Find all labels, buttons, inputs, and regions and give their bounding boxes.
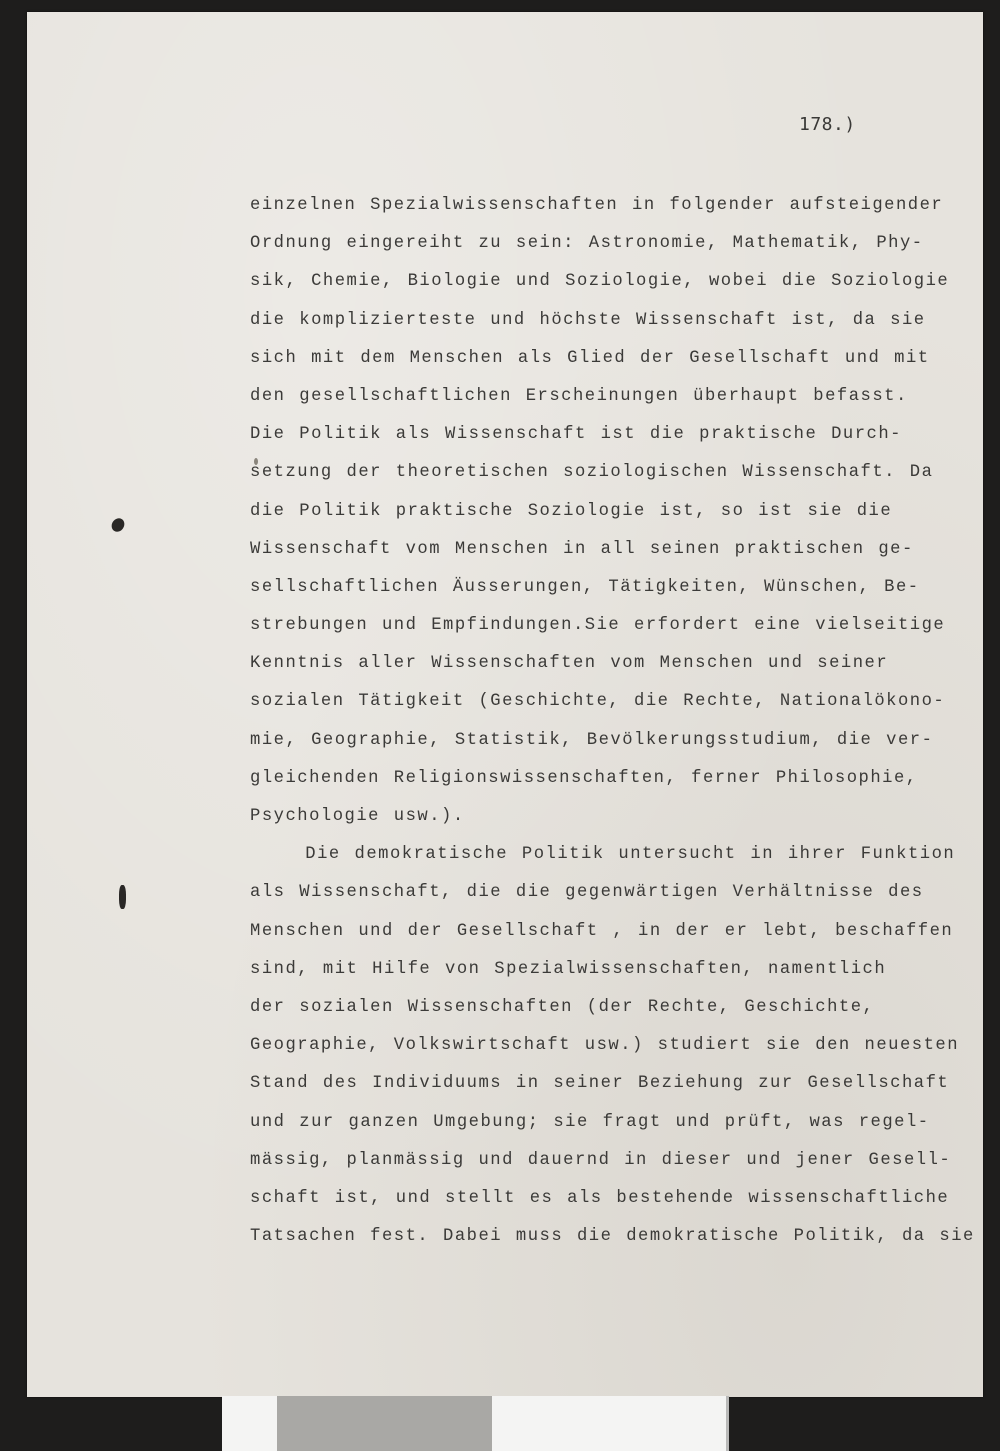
text-line: der sozialen Wissenschaften (der Rechte, Geschichte, bbox=[250, 997, 875, 1017]
calibration-strip-edge bbox=[726, 1396, 729, 1451]
text-line: sozialen Tätigkeit (Geschichte, die Rechte, Nationalökono- bbox=[250, 692, 946, 712]
text-line: die komplizierteste und höchste Wissenschaft ist, da sie bbox=[250, 310, 926, 330]
text-line: sellschaftlichen Äusserungen, Tätigkeiten, Wünschen, Be- bbox=[250, 577, 920, 597]
text-line: Ordnung eingereiht zu sein: Astronomie, Mathematik, Phy- bbox=[250, 234, 924, 254]
text-line: Stand des Individuums in seiner Beziehung zur Gesellschaft bbox=[250, 1074, 950, 1094]
text-line: Wissenschaft vom Menschen in all seinen praktischen ge- bbox=[250, 539, 914, 559]
typewritten-page bbox=[27, 12, 983, 1397]
text-line: den gesellschaftlichen Erscheinungen überhaupt befasst. bbox=[250, 386, 908, 406]
text-line: mie, Geographie, Statistik, Bevölkerungsstudium, die ver- bbox=[250, 730, 934, 750]
text-line: als Wissenschaft, die die gegenwärtigen Verhältnisse des bbox=[250, 883, 924, 903]
text-line: sik, Chemie, Biologie und Soziologie, wobei die Soziologie bbox=[250, 272, 950, 292]
text-line: einzelnen Spezialwissenschaften in folgender aufsteigender bbox=[250, 196, 944, 215]
text-line: Psychologie usw.). bbox=[250, 807, 465, 826]
text-line: mässig, planmässig und dauernd in dieser und jener Gesell- bbox=[250, 1150, 952, 1170]
calibration-strip-gray bbox=[277, 1396, 492, 1451]
text-line: Tatsachen fest. Dabei muss die demokratische Politik, da sie bbox=[250, 1227, 975, 1247]
text-line: Menschen und der Gesellschaft , in der er lebt, beschaffen bbox=[250, 921, 954, 941]
text-line: gleichenden Religionswissenschaften, ferner Philosophie, bbox=[250, 768, 918, 788]
text-line: Geographie, Volkswirtschaft usw.) studiert sie den neuesten bbox=[250, 1036, 960, 1056]
punch-hole-mark bbox=[119, 885, 126, 909]
text-line: sind, mit Hilfe von Spezialwissenschaften, namentlich bbox=[250, 959, 887, 979]
text-line: und zur ganzen Umgebung; sie fragt und prüft, was regel- bbox=[250, 1112, 930, 1132]
text-line: die Politik praktische Soziologie ist, so ist sie die bbox=[250, 501, 893, 521]
text-line: Die demokratische Politik untersucht in ihrer Funktion bbox=[250, 845, 956, 865]
text-line: setzung der theoretischen soziologischen Wissenschaft. Da bbox=[250, 463, 934, 483]
text-line: Die Politik als Wissenschaft ist die praktische Durch- bbox=[250, 425, 902, 445]
text-line: Kenntnis aller Wissenschaften vom Menschen und seiner bbox=[250, 654, 889, 674]
punch-hole-mark bbox=[109, 516, 127, 534]
body-text bbox=[250, 187, 975, 1256]
page-number: 178.) bbox=[799, 114, 856, 135]
text-line: schaft ist, und stellt es als bestehende wissenschaftliche bbox=[250, 1188, 950, 1208]
text-line: sich mit dem Menschen als Glied der Gesellschaft und mit bbox=[250, 348, 930, 368]
text-line: strebungen und Empfindungen.Sie erfordert eine vielseitige bbox=[250, 616, 946, 636]
